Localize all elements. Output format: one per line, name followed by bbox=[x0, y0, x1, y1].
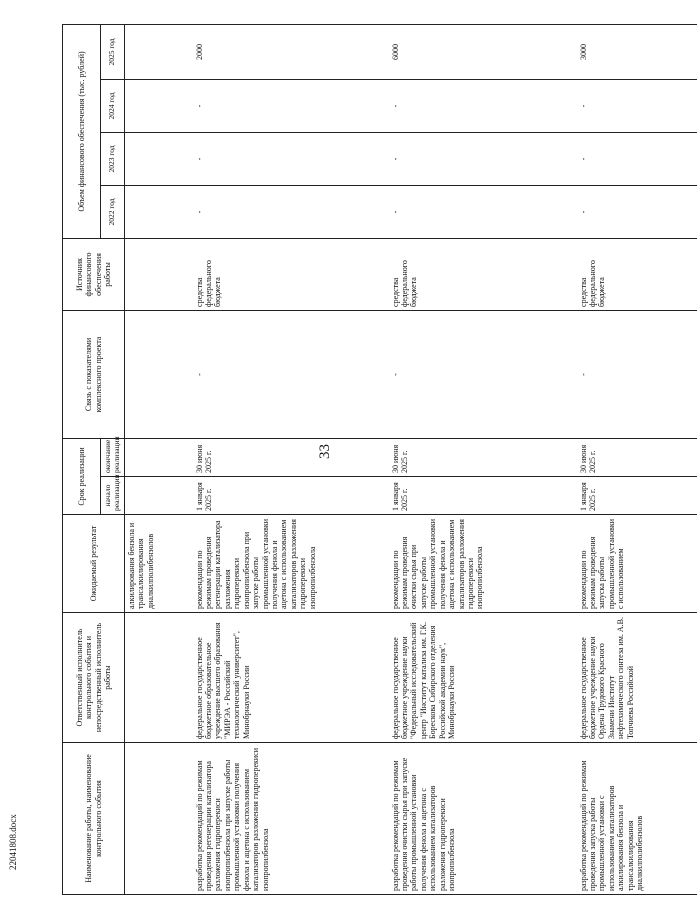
row-2023: - bbox=[193, 132, 389, 185]
row-2023: - bbox=[389, 132, 577, 185]
work-plan-table bbox=[62, 24, 697, 895]
row-executor: федеральное государственное бюджетное учреждение науки Ордена Трудового Красного Знамени Институт нефтехимического синтеза им. А.В. Топчиева Российской bbox=[577, 613, 697, 743]
header-period: Срок реализации bbox=[63, 438, 101, 514]
header-executor: Ответственный исполнитель контрольного события и непосредственный исполнитель работы bbox=[63, 613, 125, 743]
header-year-2023: 2023 год bbox=[101, 132, 125, 185]
row-source: средства федерального бюджета bbox=[193, 238, 389, 310]
row-end: 30 июня 2025 г. bbox=[389, 438, 577, 476]
row-link: - bbox=[193, 310, 389, 438]
header-funding: Объем финансового обеспечения (тыс. рублей) bbox=[63, 24, 101, 238]
row-2025: 3000 bbox=[577, 24, 697, 79]
table-row bbox=[577, 24, 697, 894]
row-end: 30 июня 2025 г. bbox=[193, 438, 389, 476]
row-name: разработка рекомендаций по режимам проведения регенерации катализатора разложения гидроперекиси изопропилбензола при запуске работы промышленной установки получения фенола и ацетона с использованием катализаторов разложения гидроперекиси изопропилбензола bbox=[193, 743, 389, 895]
row-source: средства федерального бюджета bbox=[577, 238, 697, 310]
row-2023: - bbox=[577, 132, 697, 185]
header-year-2025: 2025 год bbox=[101, 24, 125, 79]
table-row bbox=[193, 24, 389, 894]
row-start: 1 января 2025 г. bbox=[193, 477, 389, 515]
row-2024: - bbox=[577, 79, 697, 132]
row-executor: федеральное государственное бюджетное образовательное учреждение высшего образования "МИРЭА - Российский технологический университет", Минобрнауки России bbox=[193, 613, 389, 743]
row-2025: 6000 bbox=[389, 24, 577, 79]
header-year-2022: 2022 год bbox=[101, 185, 125, 238]
row-end: 30 июня 2025 г. bbox=[577, 438, 697, 476]
row-2022: - bbox=[389, 185, 577, 238]
header-link: Связь с показателями комплексного проекта bbox=[63, 310, 125, 438]
header-name: Наименование работы, наименование контрольного события bbox=[63, 743, 125, 895]
row-result: рекомендации по режимам проведения запуска работы промышленной установки с использованием bbox=[577, 515, 697, 613]
row-start: 1 января 2025 г. bbox=[577, 477, 697, 515]
row-name: разработка рекомендаций по режимам проведения запуска работы промышленной установки с использованием катализаторов алкилирования бензола и трансалкилирования диалкилполибензолов bbox=[577, 743, 697, 895]
header-end: окончание реализации bbox=[101, 438, 125, 476]
row-link: - bbox=[577, 310, 697, 438]
header-source: Источник финансового обеспечения работы bbox=[63, 238, 125, 310]
row-start: 1 января 2025 г. bbox=[389, 477, 577, 515]
row-2022: - bbox=[193, 185, 389, 238]
header-start: начало реализации bbox=[101, 477, 125, 515]
table-row bbox=[389, 24, 577, 894]
row-2025: 2000 bbox=[193, 24, 389, 79]
row-2024: - bbox=[193, 79, 389, 132]
row-link: - bbox=[389, 310, 577, 438]
footer-filename: 22041808.docx bbox=[8, 814, 18, 870]
continuation-result: алкилирования бензола и трансалкилирования диалкилполибензолов bbox=[125, 515, 193, 613]
row-name: разработка рекомендаций по режимам проведения очистки сырья при запуске работы промышленной установки получения фенола и ацетона с использованием катализаторов разложения гидроперекиси изопропилбензола bbox=[389, 743, 577, 895]
page-number: 33 bbox=[317, 444, 333, 459]
row-result: рекомендации по режимам проведения очистки сырья при запуске работы промышленной установки получения фенола и ацетона с использованием катализаторов разложения гидроперекиси изопропилбензола bbox=[389, 515, 577, 613]
header-year-2024: 2024 год bbox=[101, 79, 125, 132]
row-executor: федеральное государственное бюджетное учреждение науки "Федеральный исследовательский центр "Институт катализа им. Г.К. Борескова Сибирского отделения Российской академии наук", Минобрнауки России bbox=[389, 613, 577, 743]
continuation-row bbox=[125, 24, 193, 894]
row-result: рекомендации по режимам проведения регенерации катализатора разложения гидроперекиси изопропилбензола при запуске работы промышленной установки получения фенола и ацетона с использованием катализаторов разложения гидроперекиси изопропилбензола bbox=[193, 515, 389, 613]
row-source: средства федерального бюджета bbox=[389, 238, 577, 310]
header-result: Ожидаемый результат bbox=[63, 515, 125, 613]
rotated-table-container bbox=[62, 25, 645, 895]
row-2024: - bbox=[389, 79, 577, 132]
row-2022: - bbox=[577, 185, 697, 238]
